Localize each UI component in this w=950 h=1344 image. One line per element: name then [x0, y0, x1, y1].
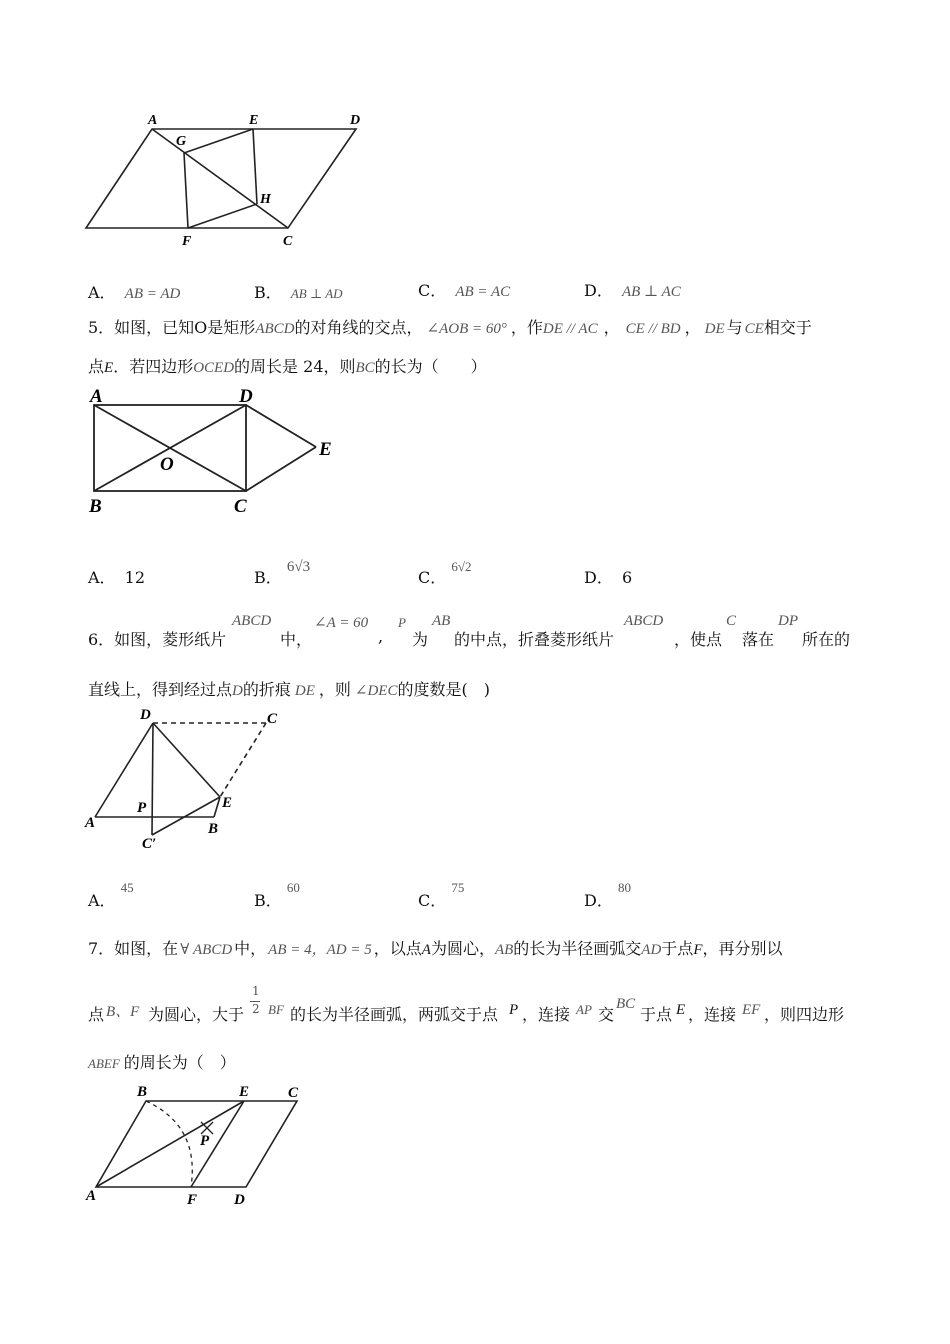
- q6-math: ∠A = 60: [314, 615, 369, 631]
- q7-math: B、F: [106, 1004, 140, 1020]
- q7-text: ，连接: [522, 1005, 571, 1024]
- q6-option-b-expr: 60: [286, 880, 300, 895]
- q7-math: F: [693, 942, 703, 958]
- q5-text: ，: [603, 318, 620, 337]
- q7-line1: [88, 936, 783, 959]
- q6-figure: [80, 700, 310, 855]
- q7-frac-den: 2: [252, 1002, 260, 1016]
- q5-math: ∠AOB = 60°: [426, 321, 507, 337]
- q5-line2: [88, 354, 487, 377]
- q7-label-c: C: [288, 1085, 299, 1101]
- q4-option-d: [584, 278, 681, 301]
- q6-math: P: [398, 615, 406, 630]
- q5-option-d: [584, 565, 632, 588]
- q5-text: 相交于: [763, 318, 812, 337]
- q5-math: DE // AC: [542, 321, 598, 337]
- q5-text: 与: [726, 318, 743, 337]
- q4-option-b: [254, 280, 343, 303]
- q5-option-c-expr: 6√2: [451, 559, 472, 574]
- q6-option-c-letter: C．: [418, 891, 447, 910]
- q6-option-c: [418, 880, 465, 911]
- q7-label-p: P: [200, 1133, 210, 1149]
- q5-label-o: O: [160, 454, 174, 475]
- q5-label-a: A: [90, 386, 103, 407]
- q7-math: ∀ ABCD: [180, 942, 233, 958]
- q5-math: ABCD: [255, 321, 295, 337]
- q5-option-d-letter: D．: [584, 568, 613, 587]
- q7-text: 的长为半径画弧交: [513, 939, 642, 958]
- q5-math: E: [104, 360, 114, 376]
- q4-option-d-letter: D．: [584, 281, 613, 300]
- q7-math: AD: [641, 942, 662, 958]
- q5-label-b: B: [89, 496, 102, 517]
- q6-text: 中，: [280, 630, 313, 649]
- q7-label-e: E: [239, 1084, 250, 1100]
- q6-label-d: D: [140, 707, 151, 723]
- q6-option-a-expr: 45: [120, 880, 134, 895]
- q7-math: BC: [616, 996, 636, 1012]
- q7-text: 7．如图，在: [88, 939, 179, 958]
- q6-math: D: [232, 683, 243, 699]
- q5-text: 的长为（ ）: [374, 357, 487, 376]
- q4-figure: [80, 108, 380, 253]
- q7-text: 的长为半径画弧，两弧交于点: [290, 1005, 499, 1024]
- q4-option-c-expr: AB = AC: [455, 284, 511, 300]
- q6-text: ,: [378, 627, 384, 646]
- q6-text: 6．如图，菱形纸片: [88, 630, 227, 649]
- q5-text: 的对角线的交点，: [294, 318, 423, 337]
- q6-option-c-expr: 75: [451, 880, 465, 895]
- q5-text: 的周长是 24，则: [234, 357, 356, 376]
- q6-option-d-expr: 80: [617, 880, 631, 895]
- q5-option-d-expr: 6: [621, 568, 633, 587]
- q4-option-d-expr: AB ⊥ AC: [621, 284, 681, 300]
- q7-frac-num: 1: [252, 984, 260, 998]
- q7-text: ，以点: [373, 939, 422, 958]
- q5-line1: [88, 315, 812, 338]
- q6-text: 的中点，折叠菱形纸片: [454, 630, 615, 649]
- q7-text: 为圆心，: [430, 939, 495, 958]
- q7-math: EF: [742, 1002, 761, 1018]
- q5-option-a-letter: A．: [88, 568, 116, 587]
- q4-option-b-expr: AB ⊥ AD: [290, 286, 343, 301]
- q6-math: ABCD: [624, 613, 664, 629]
- q7-math: AB = 4，AD = 5: [268, 942, 372, 958]
- q6-option-d: [584, 880, 631, 911]
- q7-label-d: D: [234, 1192, 245, 1208]
- q4-label-c: C: [283, 234, 293, 249]
- q5-text: ．若四边形: [113, 357, 194, 376]
- q5-option-b-expr: 6√3: [286, 559, 311, 575]
- q4-label-h: H: [260, 192, 271, 207]
- q5-text: ，: [684, 318, 701, 337]
- q6-math: ∠DEC: [354, 683, 398, 699]
- q6-text: ，使点: [674, 630, 723, 649]
- q6-math: DE: [294, 683, 315, 699]
- q5-option-a-expr: 12: [124, 568, 146, 587]
- q7-label-a: A: [86, 1188, 97, 1204]
- q6-label-c: C: [267, 711, 278, 727]
- q7-figure: [82, 1080, 312, 1210]
- q6-text: 的折痕: [242, 680, 291, 699]
- q4-label-e: E: [249, 113, 259, 128]
- q7-text: 点: [88, 1005, 105, 1024]
- q7-text: 的周长为（ ）: [123, 1053, 236, 1072]
- q6-label-e: E: [222, 795, 233, 811]
- q5-label-d: D: [239, 386, 253, 407]
- q5-label-c: C: [234, 496, 247, 517]
- q7-math: AB: [494, 942, 514, 958]
- q7-math: A: [421, 942, 431, 958]
- q6-option-b-letter: B．: [254, 891, 282, 910]
- q4-option-c: [418, 278, 510, 301]
- q7-math: ABEF: [88, 1056, 120, 1071]
- q5-option-b-letter: B．: [254, 568, 282, 587]
- q6-line2: [88, 677, 490, 700]
- q5-text: ，作: [510, 318, 543, 337]
- q6-option-a: [88, 880, 134, 911]
- q4-label-g: G: [176, 134, 187, 149]
- q7-text: 中，: [234, 939, 267, 958]
- q7-label-b: B: [137, 1084, 148, 1100]
- q6-label-a: A: [85, 815, 96, 831]
- q6-text: 所在的: [802, 630, 851, 649]
- q6-text: ，则: [318, 680, 351, 699]
- q5-figure: [84, 384, 344, 519]
- q4-label-d: D: [350, 113, 361, 128]
- q7-math: P: [509, 1002, 519, 1018]
- q6-text: 的度数是( ): [397, 680, 490, 699]
- q7-text: 交: [598, 1005, 615, 1024]
- q6-text: 直线上，得到经过点: [88, 680, 233, 699]
- q4-option-a-letter: A．: [88, 283, 116, 302]
- q6-option-b: [254, 880, 300, 911]
- q6-text: 落在: [742, 630, 775, 649]
- q5-text: 点: [88, 357, 105, 376]
- q6-math: DP: [778, 613, 798, 629]
- q6-label-p: P: [137, 800, 147, 816]
- q6-math: C: [726, 613, 737, 629]
- q5-option-c: [418, 559, 472, 588]
- q4-option-a-expr: AB = AD: [124, 286, 181, 302]
- q4-option-c-letter: C．: [418, 281, 447, 300]
- q4-option-b-letter: B．: [254, 283, 282, 302]
- q6-text: 为: [412, 630, 429, 649]
- q7-label-f: F: [187, 1192, 198, 1208]
- q7-text: 为圆心，大于: [148, 1005, 245, 1024]
- q5-math: BC: [355, 360, 375, 376]
- q7-text: 于点: [661, 939, 694, 958]
- q6-label-b: B: [208, 821, 219, 837]
- q5-option-c-letter: C．: [418, 568, 447, 587]
- q6-math: ABCD: [232, 613, 272, 629]
- q5-option-a: [88, 565, 145, 588]
- q7-text: 于点: [640, 1005, 673, 1024]
- q5-text: 5．如图，已知O是矩形: [88, 318, 256, 337]
- q7-math: BF: [268, 1002, 284, 1017]
- q7-text: ，则四边形: [764, 1005, 845, 1024]
- q7-text: ，再分别以: [702, 939, 783, 958]
- q7-line3: [88, 1050, 236, 1073]
- q7-math: E: [676, 1002, 686, 1018]
- q7-text: ，连接: [688, 1005, 737, 1024]
- q7-math: AP: [576, 1002, 592, 1017]
- q6-math: AB: [432, 613, 451, 629]
- q6-option-a-letter: A．: [88, 891, 116, 910]
- q6-label-c-prime: C′: [142, 836, 157, 852]
- q5-math: OCED: [193, 360, 235, 376]
- q4-label-a: A: [148, 113, 158, 128]
- q5-option-b: [254, 559, 311, 588]
- q5-math: CE // BD: [625, 321, 681, 337]
- q5-math: DE: [704, 321, 725, 337]
- q4-option-a: [88, 280, 180, 303]
- q4-label-f: F: [182, 234, 192, 249]
- q5-label-e: E: [319, 439, 332, 460]
- q5-math: CE: [744, 321, 764, 337]
- q6-option-d-letter: D．: [584, 891, 613, 910]
